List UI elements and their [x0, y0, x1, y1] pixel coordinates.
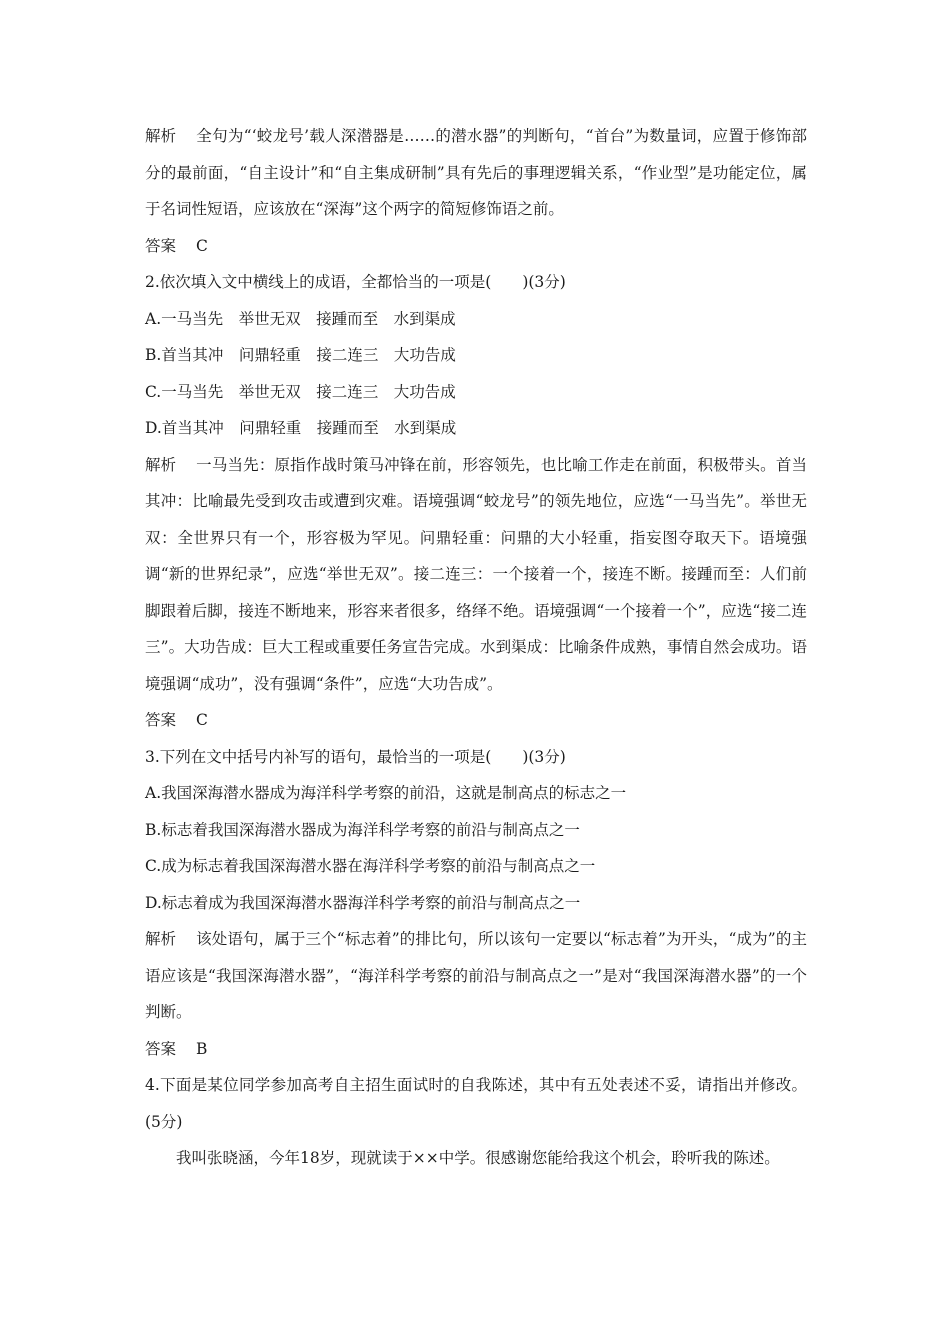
answer-label: 答案 — [145, 711, 177, 729]
analysis-text: 一马当先：原指作战时策马冲锋在前，形容领先，也比喻工作走在前面，积极带头。首当其冲：比喻最先受到攻击或遭到灾难。语境强调“蛟龙号”的领先地位，应选“一马当先”。举世无双：全世界只有一个，形容极为罕见。问鼎轻重：问鼎的大小轻重，指妄图夺取天下。语境强调“新的世界纪录”，应选“举世无双”。接二连三：一个接着一个，接连不断。接踵而至：人们前脚跟着后脚，接连不断地来，形容来者很多，络绎不绝。语境强调“一个接着一个”，应选“接二连三”。大功告成：巨大工程或重要任务宣告完成。水到渠成：比喻条件成熟，事情自然会成功。语境强调“成功”，没有强调“条件”，应选“大功告成”。 — [145, 455, 807, 693]
analysis-q2 — [145, 447, 807, 703]
analysis-q1 — [145, 118, 807, 228]
analysis-text: 该处语句，属于三个“标志着”的排比句，所以该句一定要以“标志着”为开头，“成为”的主语应该是“我国深海潜水器”，“海洋科学考察的前沿与制高点之一”是对“我国深海潜水器”的一个判断。 — [145, 930, 807, 1021]
question-4: 4.下面是某位同学参加高考自主招生面试时的自我陈述，其中有五处表述不妥，请指出并修改。(5分) — [145, 1076, 807, 1131]
answer-label: 答案 — [145, 1039, 177, 1058]
question-3-option-b: B.标志着我国深海潜水器成为海洋科学考察的前沿与制高点之一 — [145, 820, 580, 839]
document-page — [145, 118, 807, 1177]
question-2-option-d: D.首当其冲 问鼎轻重 接踵而至 水到渠成 — [145, 419, 457, 437]
analysis-label: 解析 — [145, 127, 177, 145]
answer-q2 — [145, 702, 807, 739]
question-3-option-c: C.成为标志着我国深海潜水器在海洋科学考察的前沿与制高点之一 — [145, 857, 596, 875]
answer-value: C — [196, 711, 208, 729]
answer-value: B — [196, 1039, 208, 1058]
question-3-option-a: A.我国深海潜水器成为海洋科学考察的前沿，这就是制高点的标志之一 — [145, 784, 627, 802]
passage-text: 我叫张晓涵，今年18岁，现就读于××中学。很感谢您能给我这个机会，聆听我的陈述。 — [176, 1149, 780, 1167]
answer-q1 — [145, 228, 807, 265]
analysis-q3 — [145, 921, 807, 1031]
analysis-label: 解析 — [145, 455, 177, 474]
question-2-option-c: C.一马当先 举世无双 接二连三 大功告成 — [145, 382, 456, 401]
question-2-option-b: B.首当其冲 问鼎轻重 接二连三 大功告成 — [145, 346, 456, 364]
answer-value: C — [196, 236, 208, 255]
question-3-option-d: D.标志着成为我国深海潜水器海洋科学考察的前沿与制高点之一 — [145, 893, 581, 912]
answer-label: 答案 — [145, 236, 177, 255]
question-3: 3.下列在文中括号内补写的语句，最恰当的一项是( )(3分) — [145, 747, 566, 766]
question-2-option-a: A.一马当先 举世无双 接踵而至 水到渠成 — [145, 309, 456, 328]
question-2: 2.依次填入文中横线上的成语，全都恰当的一项是( )(3分) — [145, 273, 566, 291]
analysis-label: 解析 — [145, 930, 177, 948]
answer-q3 — [145, 1031, 807, 1068]
analysis-text: 全句为“‘蛟龙号’载人深潜器是……的潜水器”的判断句，“首台”为数量词，应置于修饰部分的最前面，“自主设计”和“自主集成研制”具有先后的事理逻辑关系，“作业型”是功能定位，属于名词性短语，应该放在“深海”这个两字的简短修饰语之前。 — [145, 127, 807, 218]
